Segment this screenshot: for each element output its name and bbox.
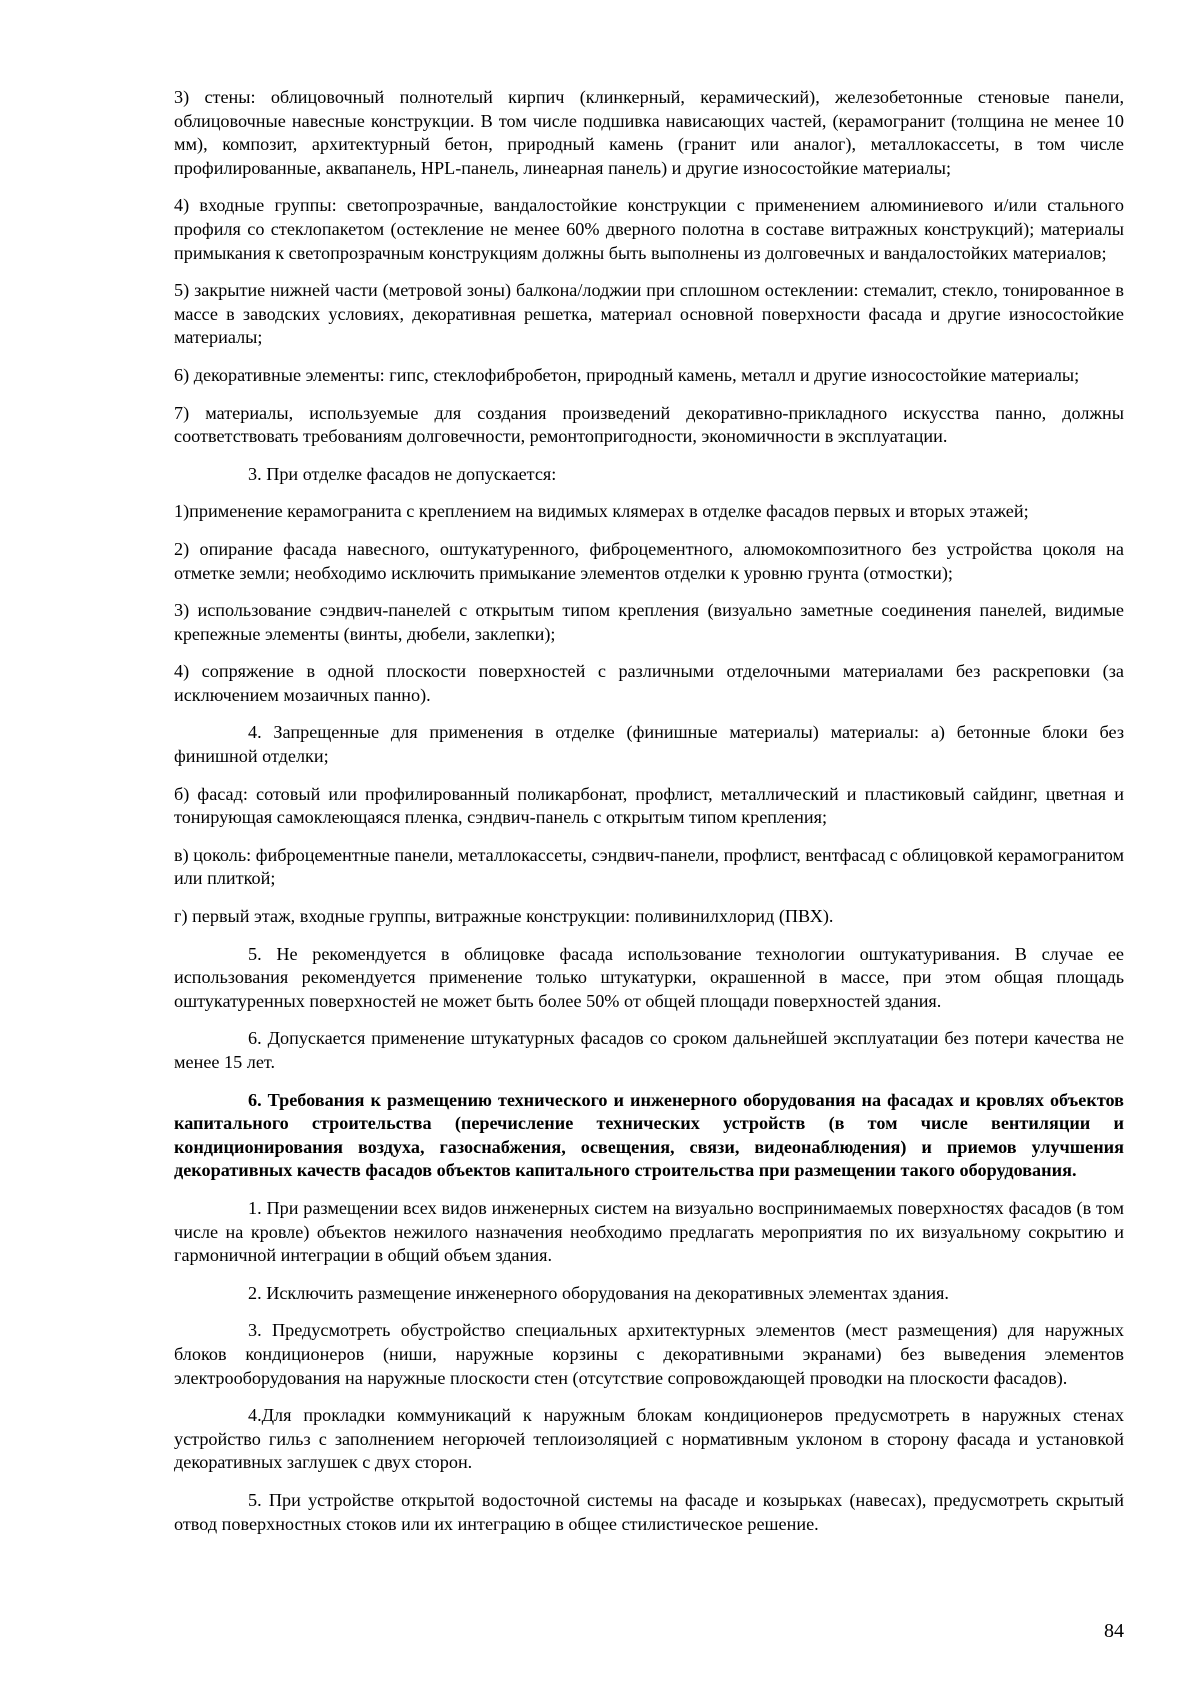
document-page	[174, 86, 1124, 1550]
paragraph-not-allowed-heading: 3. При отделке фасадов не допускается:	[248, 463, 557, 484]
paragraph-entrance-groups: 4) входные группы: светопрозрачные, вандалостойкие конструкции с применением алюминиевого и/или стального профиля со стеклопакетом (остекление не менее 60% дверного полотна в составе витражных конструкций); материалы примыкания к светопрозрачным конструкциям должны быть выполнены из долговечных и вандалостойких материалов;	[174, 195, 1124, 263]
paragraph-not-allowed-1: 1)применение керамогранита с креплением на видимых клямерах в отделке фасадов первых и вторых этажей;	[174, 501, 1029, 522]
paragraph-prohibited-facade: б) фасад: сотовый или профилированный поликарбонат, профлист, металлический и пластиковый сайдинг, цветная и тонирующая самоклеющаяся пленка, сэндвич-панель с открытым типом крепления;	[174, 783, 1124, 828]
paragraph-art-materials: 7) материалы, используемые для создания произведений декоративно-прикладного искусства панно, должны соответствовать требованиям долговечности, ремонтопригодности, экономичности в эксплуатации.	[174, 402, 1124, 447]
paragraph-prohibited-materials: 4. Запрещенные для применения в отделке (финишные материалы) материалы: а) бетонные блоки без финишной отделки;	[174, 722, 1124, 767]
paragraph-plaster-facades: 6. Допускается применение штукатурных фасадов со сроком дальнейшей эксплуатации без потери качества не менее 15 лет.	[174, 1028, 1124, 1072]
paragraph-prohibited-first-floor: г) первый этаж, входные группы, витражные конструкции: поливинилхлорид (ПВХ).	[174, 906, 834, 927]
paragraph-prohibited-plinth: в) цоколь: фиброцементные панели, металлокассеты, сэндвич-панели, профлист, вентфасад с облицовкой керамогранитом или плиткой;	[174, 844, 1124, 889]
paragraph-not-allowed-3: 3) использование сэндвич-панелей с открытым типом крепления (визуально заметные соединения панелей, видимые крепежные элементы (винты, дюбели, заклепки);	[174, 600, 1124, 644]
page-number: 84	[1104, 1620, 1124, 1642]
paragraph-not-allowed-2: 2) опирание фасада навесного, оштукатуренного, фиброцементного, алюмокомпозитного без устройства цоколя на отметке земли; необходимо исключить примыкание элементов отделки к уровню грунта (отмостки);	[174, 538, 1124, 583]
paragraph-not-allowed-4: 4) сопряжение в одной плоскости поверхностей с различными отделочными материалами без раскреповки (за исключением мозаичных панно).	[174, 661, 1124, 705]
paragraph-balcony-closure: 5) закрытие нижней части (метровой зоны) балкона/лоджии при сплошном остеклении: стемалит, стекло, тонированное в массе в заводских условиях, декоративная решетка, материал основной поверхности фасада и другие износостойкие материалы;	[174, 280, 1124, 348]
paragraph-decorative-elements: 6) декоративные элементы: гипс, стеклофибробетон, природный камень, металл и другие износостойкие материалы;	[174, 364, 1080, 385]
paragraph-equipment-3: 3. Предусмотреть обустройство специальных архитектурных элементов (мест размещения) для наружных блоков кондиционеров (ниши, наружные корзины с декоративными экранами) без выведения элементов электрооборудования на наружные плоскости стен (отсутствие сопровождающей проводки на плоскости фасадов).	[174, 1320, 1124, 1388]
paragraph-equipment-1: 1. При размещении всех видов инженерных систем на визуально воспринимаемых поверхностях фасадов (в том числе на кровле) объектов нежилого назначения необходимо предлагать мероприятия по их визуальному сокрытию и гармоничной интеграции в общий объем здания.	[174, 1197, 1124, 1266]
paragraph-equipment-5: 5. При устройстве открытой водосточной системы на фасаде и козырьках (навесах), предусмотреть скрытый отвод поверхностных стоков или их интеграцию в общее стилистическое решение.	[174, 1489, 1124, 1534]
paragraph-equipment-4: 4.Для прокладки коммуникаций к наружным блокам кондиционеров предусмотреть в наружных стенах устройство гильз с заполнением негорючей теплоизоляцией с нормативным уклоном в сторону фасада и установкой декоративных заглушек с двух сторон.	[174, 1405, 1124, 1473]
paragraph-plastering: 5. Не рекомендуется в облицовке фасада использование технологии оштукатуривания. В случае ее использования рекомендуется применение только штукатурки, окрашенной в массе, при этом общая площадь оштукатуренных поверхностей не может быть более 50% от общей площади поверхностей здания.	[174, 943, 1124, 1011]
paragraph-walls: 3) стены: облицовочный полнотелый кирпич (клинкерный, керамический), железобетонные стеновые панели, облицовочные навесные конструкции. В том числе подшивка нависающих частей, (керамогранит (толщина не менее 10 мм), композит, архитектурный бетон, природный камень (гранит или аналог), металлокассеты, в том числе профилированные, аквапанель, HPL-панель, линеарная панель) и другие износостойкие материалы;	[174, 87, 1124, 178]
paragraph-equipment-2: 2. Исключить размещение инженерного оборудования на декоративных элементах здания.	[248, 1282, 949, 1303]
section-heading-equipment: 6. Требования к размещению технического и инженерного оборудования на фасадах и кровлях объектов капитального строительства (перечисление технических устройств (в том числе вентиляции и кондиционирования воздуха, газоснабжения, освещения, связи, видеонаблюдения) и приемов улучшения декоративных качеств фасадов объектов капитального строительства при размещении такого оборудования.	[174, 1089, 1124, 1181]
